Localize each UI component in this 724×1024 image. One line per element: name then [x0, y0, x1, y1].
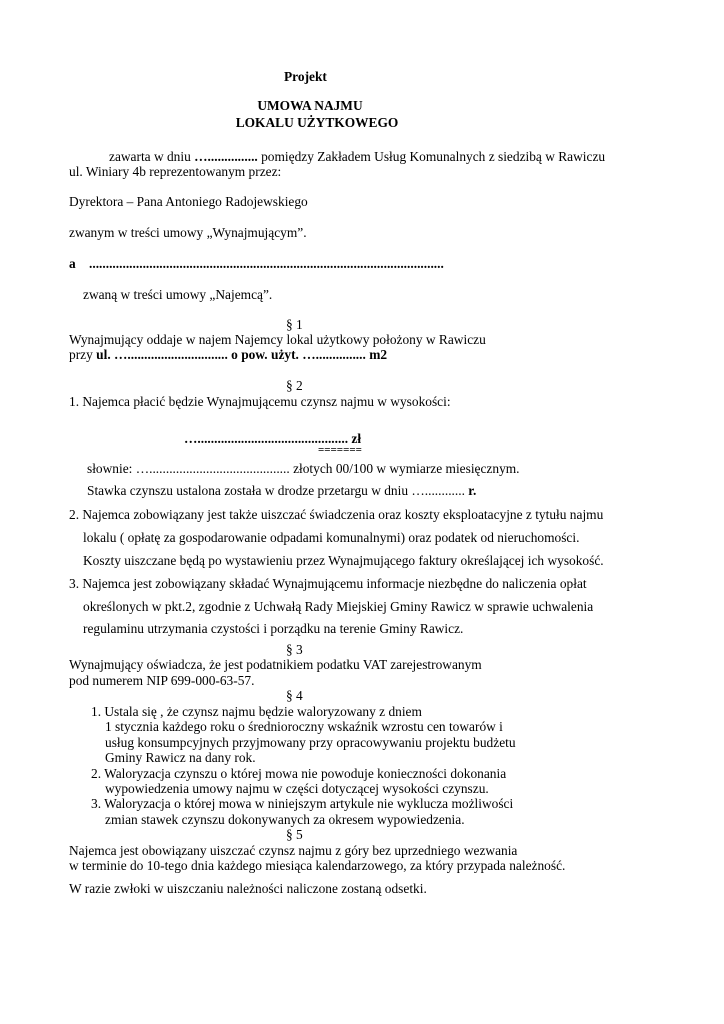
- party-a-dots: ..........................................................................................................: [89, 256, 444, 271]
- section-2-p2-line3: Koszty uiszczane będą po wystawieniu przez Wynajmującego faktury określającej ich wysokość.: [83, 553, 604, 568]
- document-title-line1: UMOWA NAJMU: [257, 98, 363, 113]
- rent-stawka-r: r.: [468, 483, 477, 498]
- section-3-heading: § 3: [286, 642, 303, 657]
- section-4-p2-line1: 2. Waloryzacja czynszu o której mowa nie powoduje konieczności dokonania: [91, 766, 507, 781]
- section-1-line1: Wynajmujący oddaje w najem Najemcy lokal użytkowy położony w Rawiczu: [69, 332, 486, 347]
- section-3-line2: pod numerem NIP 699-000-63-57.: [69, 673, 255, 688]
- section-2-p3-line3: regulaminu utrzymania czystości i porządku na terenie Gminy Rawicz.: [83, 621, 464, 636]
- intro-date-dots: …...............: [194, 149, 258, 164]
- document-title-line2: LOKALU UŻYTKOWEGO: [235, 115, 399, 130]
- section-2-p1: 1. Najemca płacić będzie Wynajmującemu czynsz najmu w wysokości:: [69, 394, 451, 409]
- rent-amount-underline: =======: [318, 444, 362, 456]
- section-3-line1: Wynajmujący oświadcza, że jest podatnikiem podatku VAT zarejestrowanym: [69, 657, 482, 672]
- intro-zawarta-rest: pomiędzy Zakładem Usług Komunalnych z siedzibą w Rawiczu: [257, 149, 606, 164]
- section-5-line3: W razie zwłoki w uiszczaniu należności naliczone zostaną odsetki.: [69, 881, 427, 896]
- intro-director: Dyrektora – Pana Antoniego Radojewskiego: [69, 194, 308, 209]
- section-2-p3-line1: 3. Najemca jest zobowiązany składać Wynajmującemu informacje niezbędne do naliczenia opłat: [69, 576, 587, 591]
- section-4-p1-line3: usług konsumpcyjnych przyjmowany przy opracowywaniu projektu budżetu: [105, 735, 516, 750]
- section-5-line2: w terminie do 10-tego dnia każdego miesiąca kalendarzowego, za który przypada należność.: [69, 858, 566, 873]
- section-4-heading: § 4: [286, 688, 303, 703]
- section-4-p3-line2: zmian stawek czynszu dokonywanych za okresem wypowiedzenia.: [105, 812, 465, 827]
- intro-wynajmujacy: zwanym w treści umowy „Wynajmującym”.: [69, 225, 307, 240]
- section-2-p2-line1: 2. Najemca zobowiązany jest także uiszczać świadczenia oraz koszty eksploatacyjne z tytułu najmu: [69, 507, 604, 522]
- intro-najemca: zwaną w treści umowy „Najemcą”.: [83, 287, 273, 302]
- party-a-label: a: [69, 256, 76, 271]
- rent-slownie: słownie: ….......................................... złotych 00/100 w wymiarze miesięcznym.: [87, 461, 520, 476]
- section-1-line2: [69, 347, 387, 363]
- section-5-heading: § 5: [286, 827, 303, 842]
- rent-stawka: [87, 483, 476, 499]
- intro-zawarta: [109, 149, 605, 165]
- section-2-p3-line2: określonych w pkt.2, zgodnie z Uchwałą Rady Miejskiej Gminy Rawicz w sprawie uchwalenia: [83, 599, 594, 614]
- section-4-p2-line2: wypowiedzenia umowy najmu w części dotyczącej wysokości czynszu.: [105, 781, 489, 796]
- intro-zawarta-text: zawarta w dniu: [109, 149, 195, 164]
- section-4-p3-line1: 3. Waloryzacja o której mowa w niniejszym artykule nie wyklucza możliwości: [91, 796, 514, 811]
- section-4-p1-line1: 1. Ustala się , że czynsz najmu będzie waloryzowany z dniem: [91, 704, 422, 719]
- section-4-p1-line2: 1 stycznia każdego roku o średnioroczny wskaźnik wzrostu cen towarów i: [105, 719, 503, 734]
- section-2-heading: § 2: [286, 378, 303, 393]
- rent-amount: …............................................. zł: [184, 431, 362, 446]
- section-1-przy: przy: [69, 347, 97, 362]
- rent-stawka-text: Stawka czynszu ustalona została w drodze przetargu w dniu …............: [87, 483, 469, 498]
- section-1-heading: § 1: [286, 317, 303, 332]
- projekt-label: Projekt: [284, 69, 327, 84]
- section-1-address-fields: ul. ….............................. o pow. użyt. …............... m2: [96, 347, 388, 362]
- section-4-p1-line4: Gminy Rawicz na dany rok.: [105, 750, 256, 765]
- section-2-p2-line2: lokalu ( opłatę za gospodarowanie odpadami komunalnymi) oraz podatek od nieruchomości.: [83, 530, 580, 545]
- section-5-line1: Najemca jest obowiązany uiszczać czynsz najmu z góry bez uprzedniego wezwania: [69, 843, 518, 858]
- intro-address: ul. Winiary 4b reprezentowanym przez:: [69, 164, 282, 179]
